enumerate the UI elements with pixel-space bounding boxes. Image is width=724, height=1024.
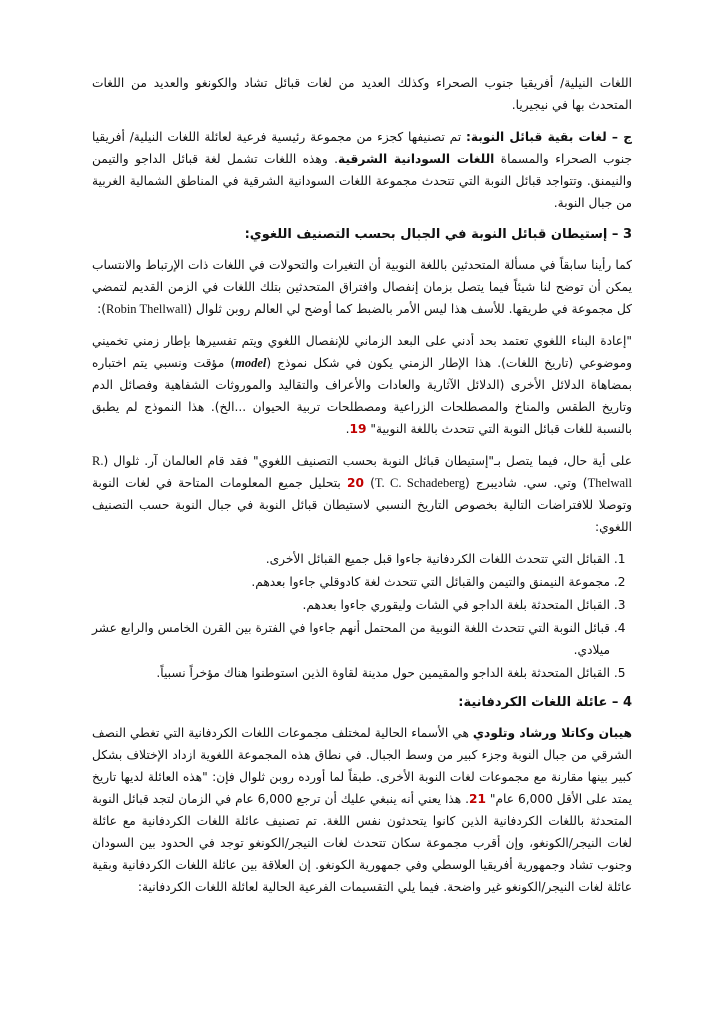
latin-name-robin-thellwall: Robin Thellwall <box>105 302 188 316</box>
latin-name-schadeberg: T. C. Schadeberg <box>374 476 465 490</box>
quote-paragraph: "إعادة البناء اللغوي تعتمد بحد أدني على البعد الزماني للإنفصال اللغوي ويتم تفسيرها بإطار زمني تخميني وموضوعي (تاريخ اللغات). هذا الإطار الزمني يكون في شكل نموذج (model) مؤقت ونسبي يتم اختباره بمضاهاة الدلائل الأخرى (الدلائل الآثارية والعادات والأعراف والتقاليد والموروثات الشفاهية وفصائل الدم وتاريخ الطقس والمناخ والمصطلحات الزراعية ومصطلحات تربية الحيوان ...الخ). هذا النموذج لم يطبق بالنسبة للغات قبائل النوبة التي تتحدث باللغة النوبية" 19. <box>92 334 633 436</box>
latin-name-thelwall: R. Thelwall <box>92 454 632 490</box>
kordofan-groups-lead: هيبان وكاتلا ورشاد وتلودي <box>472 726 632 740</box>
heading-section-4: 4 – عائلة اللغات الكردفانية: <box>458 695 632 710</box>
section-c-paragraph: ج – لغات بقية قبائل النوبة: تم تصنيفها كجزء من مجموعة رئيسية فرعية لعائلة اللغات النيلية/ أفريقيا جنوب الصحراء والمسماة اللغات السودانية الشرقية. وهذه اللغات تشمل لغة قبائل الداجو والتيمن والنيمنق. وتتواجد قبائل النوبة التي تتحدث مجموعة اللغات السودانية الشرقية في المناطق الشمالية الغربية من جبال النوبة. <box>92 130 633 210</box>
kordofan-paragraph: هيبان وكاتلا ورشاد وتلودي هي الأسماء الحالية لمختلف مجموعات اللغات الكردفانية التي تغطي النصف الشرقي من جبال النوبة وجزء كبير من وسط الجبال. في نطاق هذه المجموعة اللغوية ازداد الإختلاف بشكل كبير بينها مقارنة مع مجموعات لغات النوبة الأخرى. طبقاً لما أورده روبن ثلوال فإن: "هذه العائلة لديها تاريخ يمتد على الأقل 6,000 عام" 21. هذا يعني أنه ينبغي عليك أن ترجع 6,000 عام في الزمان لتجد قبائل النوبة المتحدثة باللغات الكردفانية الذين كانوا يتحدثون نفس اللغة. تم تصنيف عائلة اللغات الكردفانية مع عائلة لغات النيجر/الكونغو، وإن أقرب مجموعة سكان تتحدث لغات النيجر/الكونغو توجد في الحدود بين السودان وجنوب تشاد وجمهورية أفريقيا الوسطي وفي جمهورية الكونغو. إن العلاقة بين عائلة اللغات الكردفانية وبقية عائلة لغات النيجر/الكونغو غير واضحة. فيما يلي التقسيمات الفرعية الحالية لعائلة اللغات الكردفانية: <box>92 726 632 894</box>
settlement-order-list <box>92 548 632 684</box>
reference-19: 19 <box>349 422 367 436</box>
list-item: 5. القبائل المتحدثة بلغة الداجو والمقيمين حول مدينة لقاوة الذين استوطنوا هناك مؤخراً نسبياً. <box>92 662 610 684</box>
list-item: 2. مجموعة النيمنق والتيمن والقبائل التي تتحدث لغة كادوقلي جاءوا بعدهم. <box>92 571 610 593</box>
heading-section-3: 3 – إستيطان قبائل النوبة في الجبال بحسب التصنيف اللغوي: <box>244 227 632 242</box>
eastern-sudanic-term: اللغات السودانية الشرقية <box>338 152 495 166</box>
latin-term-model: model <box>235 356 267 370</box>
section-c-label: ج – لغات بقية قبائل النوبة: <box>466 130 632 144</box>
list-item: 4. قبائل النوبة التي تتحدث اللغة النوبية من المحتمل أنهم جاءوا في الفترة بين القرن الخامس والرابع عشر ميلادي. <box>92 617 610 661</box>
classification-paragraph: على أية حال، فيما يتصل بـ"إستيطان قبائل النوبة بحسب التصنيف اللغوي" فقد قام العالمان آر. ثلوال (R. Thelwall) وتي. سي. شاديبرج (T. C. Schadeberg) 20 بتحليل جميع المعلومات المتاحة في لغات النوبة وتوصلا للافتراضات التالية بخصوص التاريخ النسبي لاستيطان قبائل النوبة في جبال النوبة حسب التصنيف اللغوي: <box>92 454 632 534</box>
intro-paragraph: اللغات النيلية/ أفريقيا جنوب الصحراء وكذلك العديد من لغات قبائل تشاد والكونغو والعديد من اللغات المتحدث بها في نيجيريا. <box>92 76 632 112</box>
seen-before-paragraph: كما رأينا سابقاً في مسألة المتحدثين باللغة النوبية أن التغيرات والتحولات في اللغات ذات الإرتباط والانتساب يمكن أن توضح لنا شيئاً فيما يتصل بزمان إنفصال وافتراق المتحدثين بتلك اللغات في الزمن القديم لتمضي كل مجموعة في طريقها. للأسف هذا ليس الأمر بالضبط كما أوضح لي العالم روبن ثلوال (Robin Thellwall): <box>92 258 632 316</box>
list-item: 1. القبائل التي تتحدث اللغات الكردفانية جاءوا قبل جميع القبائل الأخرى. <box>92 548 610 570</box>
reference-21: 21 <box>468 792 486 806</box>
reference-20: 20 <box>346 476 364 490</box>
list-item: 3. القبائل المتحدثة بلغة الداجو في الشات وليقوري جاءوا بعدهم. <box>92 594 610 616</box>
